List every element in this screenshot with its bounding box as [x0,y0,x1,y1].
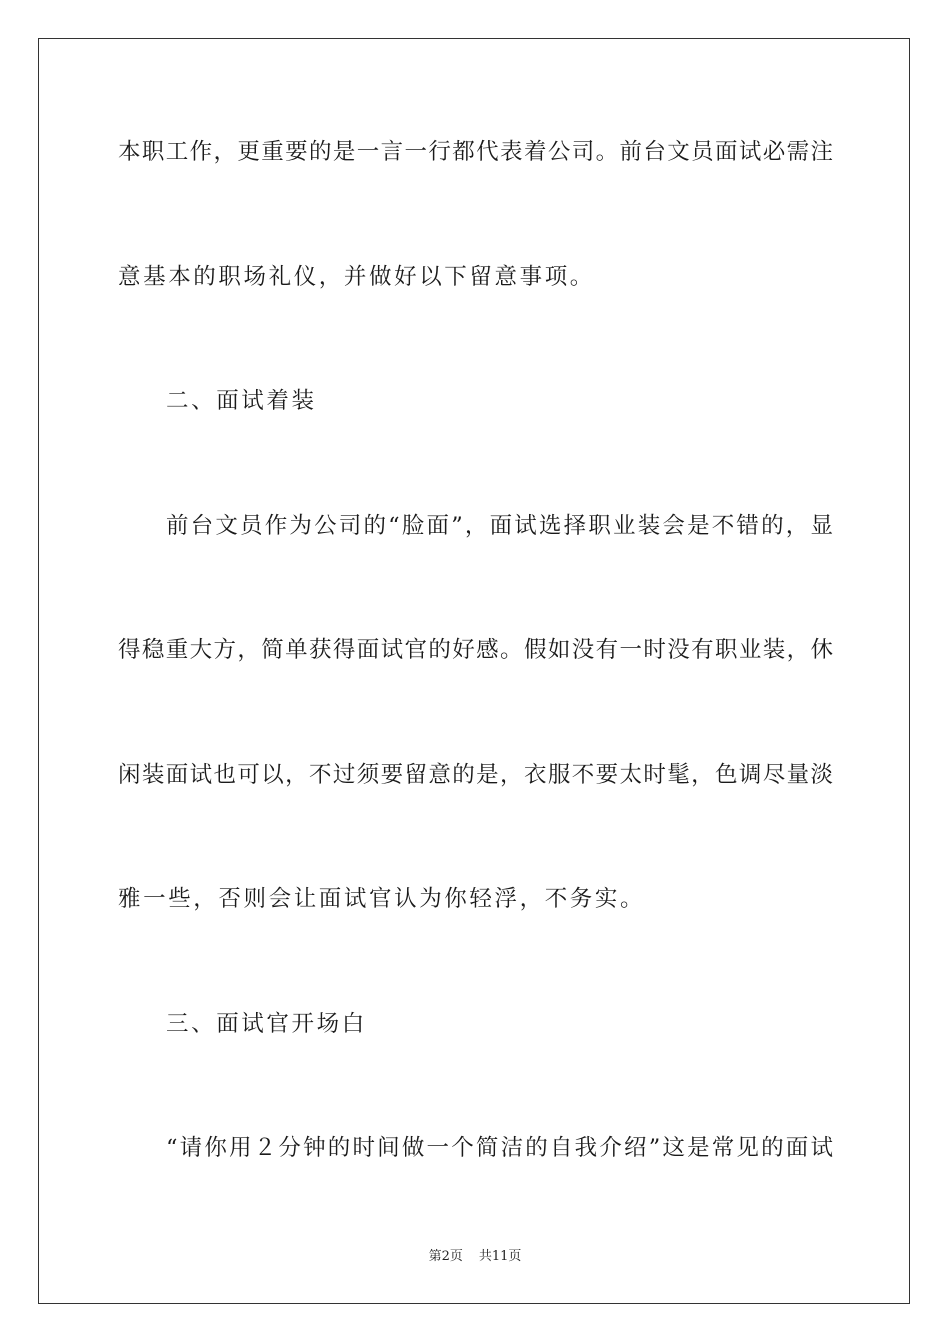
section-heading-attire: 二、面试着装 [166,388,317,414]
section-heading-opening: 三、面试官开场白 [166,1011,367,1037]
body-line-1: 本职工作，更重要的是一言一行都代表着公司。前台文员面试必需注 [118,139,833,165]
body-line-6: 雅一些，否则会让面试官认为你轻浮，不务实。 [118,886,646,912]
page-number: 第2页 [428,1249,463,1264]
body-line-7: “请你用２分钟的时间做一个简洁的自我介绍”这是常见的面试 [166,1135,833,1161]
page-footer [0,1249,950,1265]
page-frame [38,38,910,1304]
body-line-4: 得稳重大方，简单获得面试官的好感。假如没有一时没有职业装，休 [118,637,833,663]
page-total: 共11页 [478,1249,522,1264]
body-line-2: 意基本的职场礼仪，并做好以下留意事项。 [118,264,595,290]
body-line-5: 闲装面试也可以，不过须要留意的是，衣服不要太时髦，色调尽量淡 [118,762,833,788]
body-line-3: 前台文员作为公司的“脸面”，面试选择职业装会是不错的，显 [166,513,833,539]
